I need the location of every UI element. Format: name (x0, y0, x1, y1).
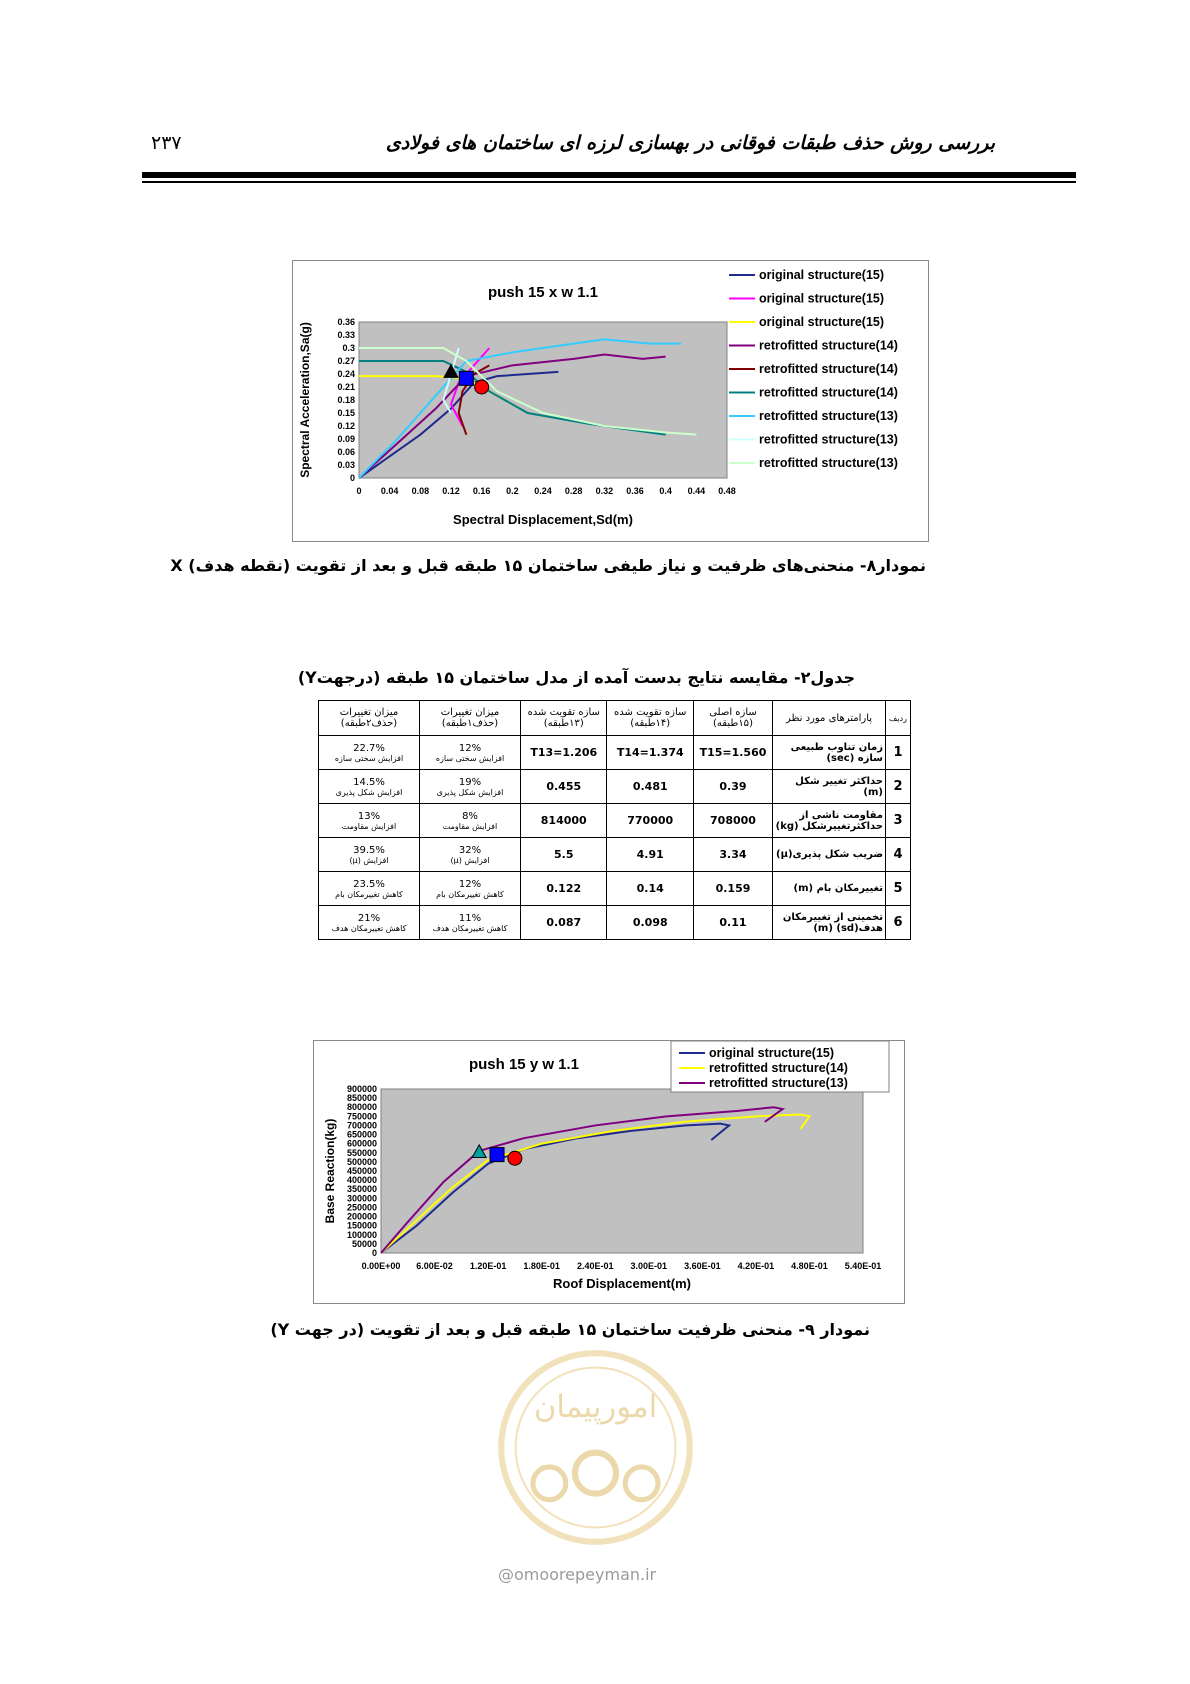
legend-label: retrofitted structure(14) (759, 362, 898, 376)
legend-label: original structure(15) (709, 1046, 835, 1060)
cell-retro13 (521, 804, 607, 838)
page-number: ۲۳۷ (151, 132, 182, 154)
row-number: 4 (893, 847, 903, 862)
chg1-note: کاهش تغییرمکان هدف (432, 923, 508, 933)
col-header-chg2: میزان تغییرات (حذف۲طبقه) (319, 701, 420, 736)
cell-orig (693, 736, 772, 770)
y-tick-label: 50000 (351, 1238, 377, 1249)
cell-orig (693, 770, 772, 804)
y-tick-label: 0 (349, 473, 355, 483)
y-tick-label: 0.12 (337, 421, 355, 431)
orig-value: 0.159 (715, 882, 751, 895)
legend-label: original structure(15) (759, 268, 885, 282)
param-label: زمان تناوب طبیعی سازه (sec) (790, 741, 883, 764)
row-number: 2 (893, 779, 903, 794)
chg1-pct: 12% (458, 878, 482, 890)
cell-retro13 (521, 872, 607, 906)
y-tick-label: 450000 (346, 1166, 377, 1176)
col-header-param: پارامترهای مورد نظر (773, 701, 886, 736)
x-axis-label: Spectral Displacement,Sd(m) (453, 512, 633, 527)
header-rule-thick (142, 172, 1076, 178)
x-tick-label: 0.48 (718, 486, 736, 496)
x-tick-label: 0 (356, 486, 362, 496)
retro14-value: 0.481 (632, 780, 668, 793)
x-tick-label: 1.80E-01 (523, 1261, 560, 1271)
row-number: 5 (893, 881, 903, 896)
x-tick-label: 0.4 (659, 486, 672, 496)
cell-chg2 (319, 770, 420, 804)
y-tick-label: 0 (371, 1248, 377, 1258)
legend-label: original structure(15) (759, 291, 885, 306)
watermark-site: @omoorepeyman.ir (498, 1565, 657, 1584)
cell-chg2 (319, 906, 420, 940)
cell-chg1 (420, 804, 521, 838)
param-label: تخمینی از تغییرمکان هدف(sd) (m) (782, 911, 883, 934)
cell-chg1 (420, 736, 521, 770)
table-row (319, 838, 911, 872)
x-tick-label: 0.28 (564, 486, 583, 496)
table2-caption: جدول۲- مقایسه نتایج بدست آمده از مدل ساختمان ۱۵ طبقه (درجهتY) (297, 668, 855, 687)
param-label: مقاومت ناشی از حداکثرتغییرشکل (kg) (775, 809, 883, 832)
retro13-value: 814000 (540, 814, 587, 827)
legend-label: retrofitted structure(13) (709, 1076, 848, 1090)
x-tick-label: 3.60E-01 (684, 1261, 721, 1271)
param-label: تغییرمکان بام (m) (793, 883, 883, 894)
y-tick-label: 150000 (346, 1220, 377, 1231)
chg1-pct: 19% (458, 776, 482, 788)
y-tick-label: 0.36 (337, 317, 355, 327)
x-tick-label: 3.00E-01 (630, 1261, 668, 1271)
y-tick-label: 0.24 (337, 369, 355, 379)
cell-row-number (886, 736, 911, 770)
y-tick-label: 0.27 (337, 356, 355, 366)
y-axis-label: Base Reaction(kg) (323, 1118, 337, 1224)
row-number: 1 (893, 745, 903, 760)
figure9-frame (313, 1040, 905, 1304)
cell-chg2 (319, 872, 420, 906)
chg2-pct: 22.7% (353, 742, 385, 754)
retro14-value: 4.91 (636, 848, 664, 861)
y-tick-label: 0.03 (337, 460, 355, 470)
legend-label: retrofitted structure(14) (709, 1061, 848, 1075)
y-tick-label: 200000 (346, 1211, 377, 1222)
target-marker-square (459, 371, 473, 385)
table-row (319, 736, 911, 770)
legend-label: retrofitted structure(13) (759, 456, 898, 470)
cell-chg2 (319, 804, 420, 838)
retro13-value: T13=1.206 (530, 746, 598, 759)
watermark-logo-text: امورپیمان (533, 1388, 658, 1425)
cell-retro14 (607, 906, 693, 940)
x-axis-label: Roof Displacement(m) (553, 1276, 691, 1291)
figure9-caption: نمودار ۹- منحنی ظرفیت ساختمان ۱۵ طبقه قبل و بعد از تقویت (در جهت Y) (270, 1320, 870, 1339)
figure8-frame (292, 260, 929, 542)
cell-retro14 (607, 838, 693, 872)
col-header-chg1: میزان تغییرات (حذف۱طبقه) (420, 701, 521, 736)
legend-label: retrofitted structure(14) (759, 385, 898, 400)
x-tick-label: 0.00E+00 (361, 1261, 401, 1271)
retro13-value: 0.122 (546, 882, 582, 895)
target-marker-circle (508, 1151, 522, 1165)
cell-retro13 (521, 906, 607, 940)
col-header-row: ردیف (886, 701, 911, 736)
x-tick-label: 4.20E-01 (737, 1261, 775, 1271)
chg1-pct: 8% (462, 810, 478, 822)
x-tick-label: 5.40E-01 (844, 1261, 882, 1271)
retro13-value: 0.087 (546, 916, 582, 929)
chart-title: push 15 x w 1.1 (487, 284, 599, 301)
legend-label: original structure(15) (759, 315, 885, 329)
y-tick-label: 700000 (346, 1120, 377, 1131)
cell-retro14 (607, 770, 693, 804)
figure8-caption: نمودار۸- منحنی‌های ظرفیت و نیاز طیفی ساختمان ۱۵ طبقه قبل و بعد از تقویت (نقطه هدف) X (170, 556, 926, 575)
plot-area (359, 322, 727, 478)
cell-retro13 (521, 838, 607, 872)
retro13-value: 0.455 (546, 780, 582, 793)
target-marker-square (490, 1148, 504, 1162)
cell-chg1 (420, 770, 521, 804)
chg2-pct: 23.5% (353, 878, 385, 890)
x-tick-label: 0.08 (411, 486, 430, 496)
table-row (319, 804, 911, 838)
y-tick-label: 0.18 (337, 395, 355, 405)
x-tick-label: 6.00E-02 (416, 1261, 453, 1271)
y-tick-label: 100000 (346, 1229, 377, 1240)
y-tick-label: 900000 (346, 1084, 377, 1094)
watermark-logo (493, 1345, 698, 1550)
chg1-note: افزایش مقاومت (442, 821, 498, 831)
cell-chg1 (420, 838, 521, 872)
legend-label: retrofitted structure(13) (759, 432, 898, 447)
chg1-pct: 11% (458, 912, 482, 924)
x-tick-label: 4.80E-01 (791, 1261, 828, 1271)
chg2-note: کاهش تغییرمکان بام (335, 889, 403, 899)
y-tick-label: 0.15 (337, 408, 355, 418)
y-tick-label: 250000 (346, 1202, 377, 1213)
cell-retro14 (607, 736, 693, 770)
y-tick-label: 800000 (346, 1102, 377, 1113)
table-row (319, 906, 911, 940)
chg2-pct: 39.5% (353, 844, 385, 856)
y-tick-label: 0.33 (337, 330, 355, 340)
col-header-orig: سازه اصلی (۱۵طبقه) (693, 701, 772, 736)
y-tick-label: 0.06 (337, 447, 355, 457)
retro14-value: 0.098 (632, 916, 668, 929)
x-tick-label: 2.40E-01 (576, 1261, 614, 1271)
table-row (319, 770, 911, 804)
cell-param (773, 872, 886, 906)
figure9-chart (314, 1041, 904, 1303)
y-tick-label: 300000 (346, 1193, 377, 1204)
chg1-note: افزایش شکل پذیری (436, 787, 504, 797)
x-tick-label: 0.04 (380, 486, 399, 496)
cell-chg2 (319, 838, 420, 872)
chg2-pct: 13% (357, 810, 381, 822)
chg1-pct: 32% (458, 844, 482, 856)
y-tick-label: 0.3 (342, 343, 355, 353)
plot-area (381, 1089, 863, 1253)
cell-param (773, 838, 886, 872)
chg2-note: افزایش (μ) (349, 855, 389, 865)
y-tick-label: 400000 (346, 1175, 377, 1186)
x-tick-label: 0.2 (506, 486, 519, 496)
cell-orig (693, 838, 772, 872)
y-tick-label: 650000 (346, 1129, 377, 1140)
cell-orig (693, 872, 772, 906)
cell-chg1 (420, 872, 521, 906)
cell-row-number (886, 770, 911, 804)
chg1-note: افزایش سختی سازه (435, 753, 505, 763)
x-tick-label: 0.24 (534, 486, 552, 496)
cell-orig (693, 804, 772, 838)
y-tick-label: 600000 (346, 1138, 377, 1149)
cell-row-number (886, 838, 911, 872)
y-tick-label: 500000 (346, 1156, 377, 1167)
y-tick-label: 0.21 (337, 382, 355, 392)
chg1-note: کاهش تغییرمکان بام (436, 889, 504, 899)
retro13-value: 5.5 (553, 848, 574, 861)
chg2-note: افزایش شکل پذیری (335, 787, 403, 797)
param-label: حداکثر تغییر شکل (m) (795, 775, 883, 798)
cell-param (773, 770, 886, 804)
cell-chg2 (319, 736, 420, 770)
cell-param (773, 804, 886, 838)
target-marker-circle (475, 380, 489, 394)
cell-row-number (886, 906, 911, 940)
legend-label: retrofitted structure(13) (759, 409, 898, 423)
orig-value: 0.11 (719, 916, 747, 929)
table-row (319, 872, 911, 906)
param-label: ضریب شکل پذیری(μ) (776, 849, 883, 860)
cell-row-number (886, 872, 911, 906)
running-title: بررسی روش حذف طبقات فوقانی در بهسازی لرزه ای ساختمان های فولادی (385, 132, 995, 154)
chg1-pct: 12% (458, 742, 482, 754)
cell-row-number (886, 804, 911, 838)
y-tick-label: 350000 (346, 1184, 377, 1195)
x-tick-label: 0.16 (472, 486, 491, 496)
legend-label: retrofitted structure(14) (759, 338, 898, 353)
retro14-value: T14=1.374 (616, 746, 684, 759)
y-tick-label: 850000 (346, 1093, 377, 1104)
cell-param (773, 906, 886, 940)
figure8-chart (293, 261, 928, 541)
cell-param (773, 736, 886, 770)
orig-value: 708000 (710, 814, 756, 827)
x-tick-label: 0.36 (626, 486, 644, 496)
col-header-retro13: سازه تقویت شده (۱۳طبقه) (521, 701, 607, 736)
chg1-note: افزایش (μ) (450, 855, 490, 865)
row-number: 3 (893, 813, 903, 828)
x-tick-label: 0.44 (687, 486, 706, 496)
x-tick-label: 0.12 (442, 486, 460, 496)
chg2-pct: 14.5% (353, 776, 385, 788)
row-number: 6 (893, 915, 903, 930)
col-header-retro14: سازه تقویت شده (۱۴طبقه) (607, 701, 693, 736)
cell-retro14 (607, 872, 693, 906)
orig-value: T15=1.560 (699, 746, 767, 759)
cell-retro14 (607, 804, 693, 838)
retro14-value: 0.14 (636, 882, 664, 895)
orig-value: 3.34 (719, 848, 747, 861)
x-tick-label: 1.20E-01 (469, 1261, 507, 1271)
table-header-row (319, 701, 911, 736)
y-tick-label: 0.09 (337, 434, 355, 444)
orig-value: 0.39 (719, 780, 747, 793)
chg2-note: افزایش مقاومت (341, 821, 397, 831)
results-table (318, 700, 911, 940)
chg2-note: افزایش سختی سازه (334, 753, 404, 763)
retro14-value: 770000 (627, 814, 674, 827)
header-rule-thin (142, 181, 1076, 183)
cell-orig (693, 906, 772, 940)
y-axis-label: Spectral Acceleration,Sa(g) (298, 322, 312, 478)
cell-retro13 (521, 736, 607, 770)
y-tick-label: 750000 (346, 1111, 377, 1122)
x-tick-label: 0.32 (595, 486, 614, 496)
chg2-pct: 21% (357, 912, 381, 924)
cell-chg1 (420, 906, 521, 940)
y-tick-label: 550000 (346, 1147, 377, 1158)
chg2-note: کاهش تغییرمکان هدف (331, 923, 407, 933)
chart-title: push 15 y w 1.1 (468, 1056, 580, 1073)
cell-retro13 (521, 770, 607, 804)
